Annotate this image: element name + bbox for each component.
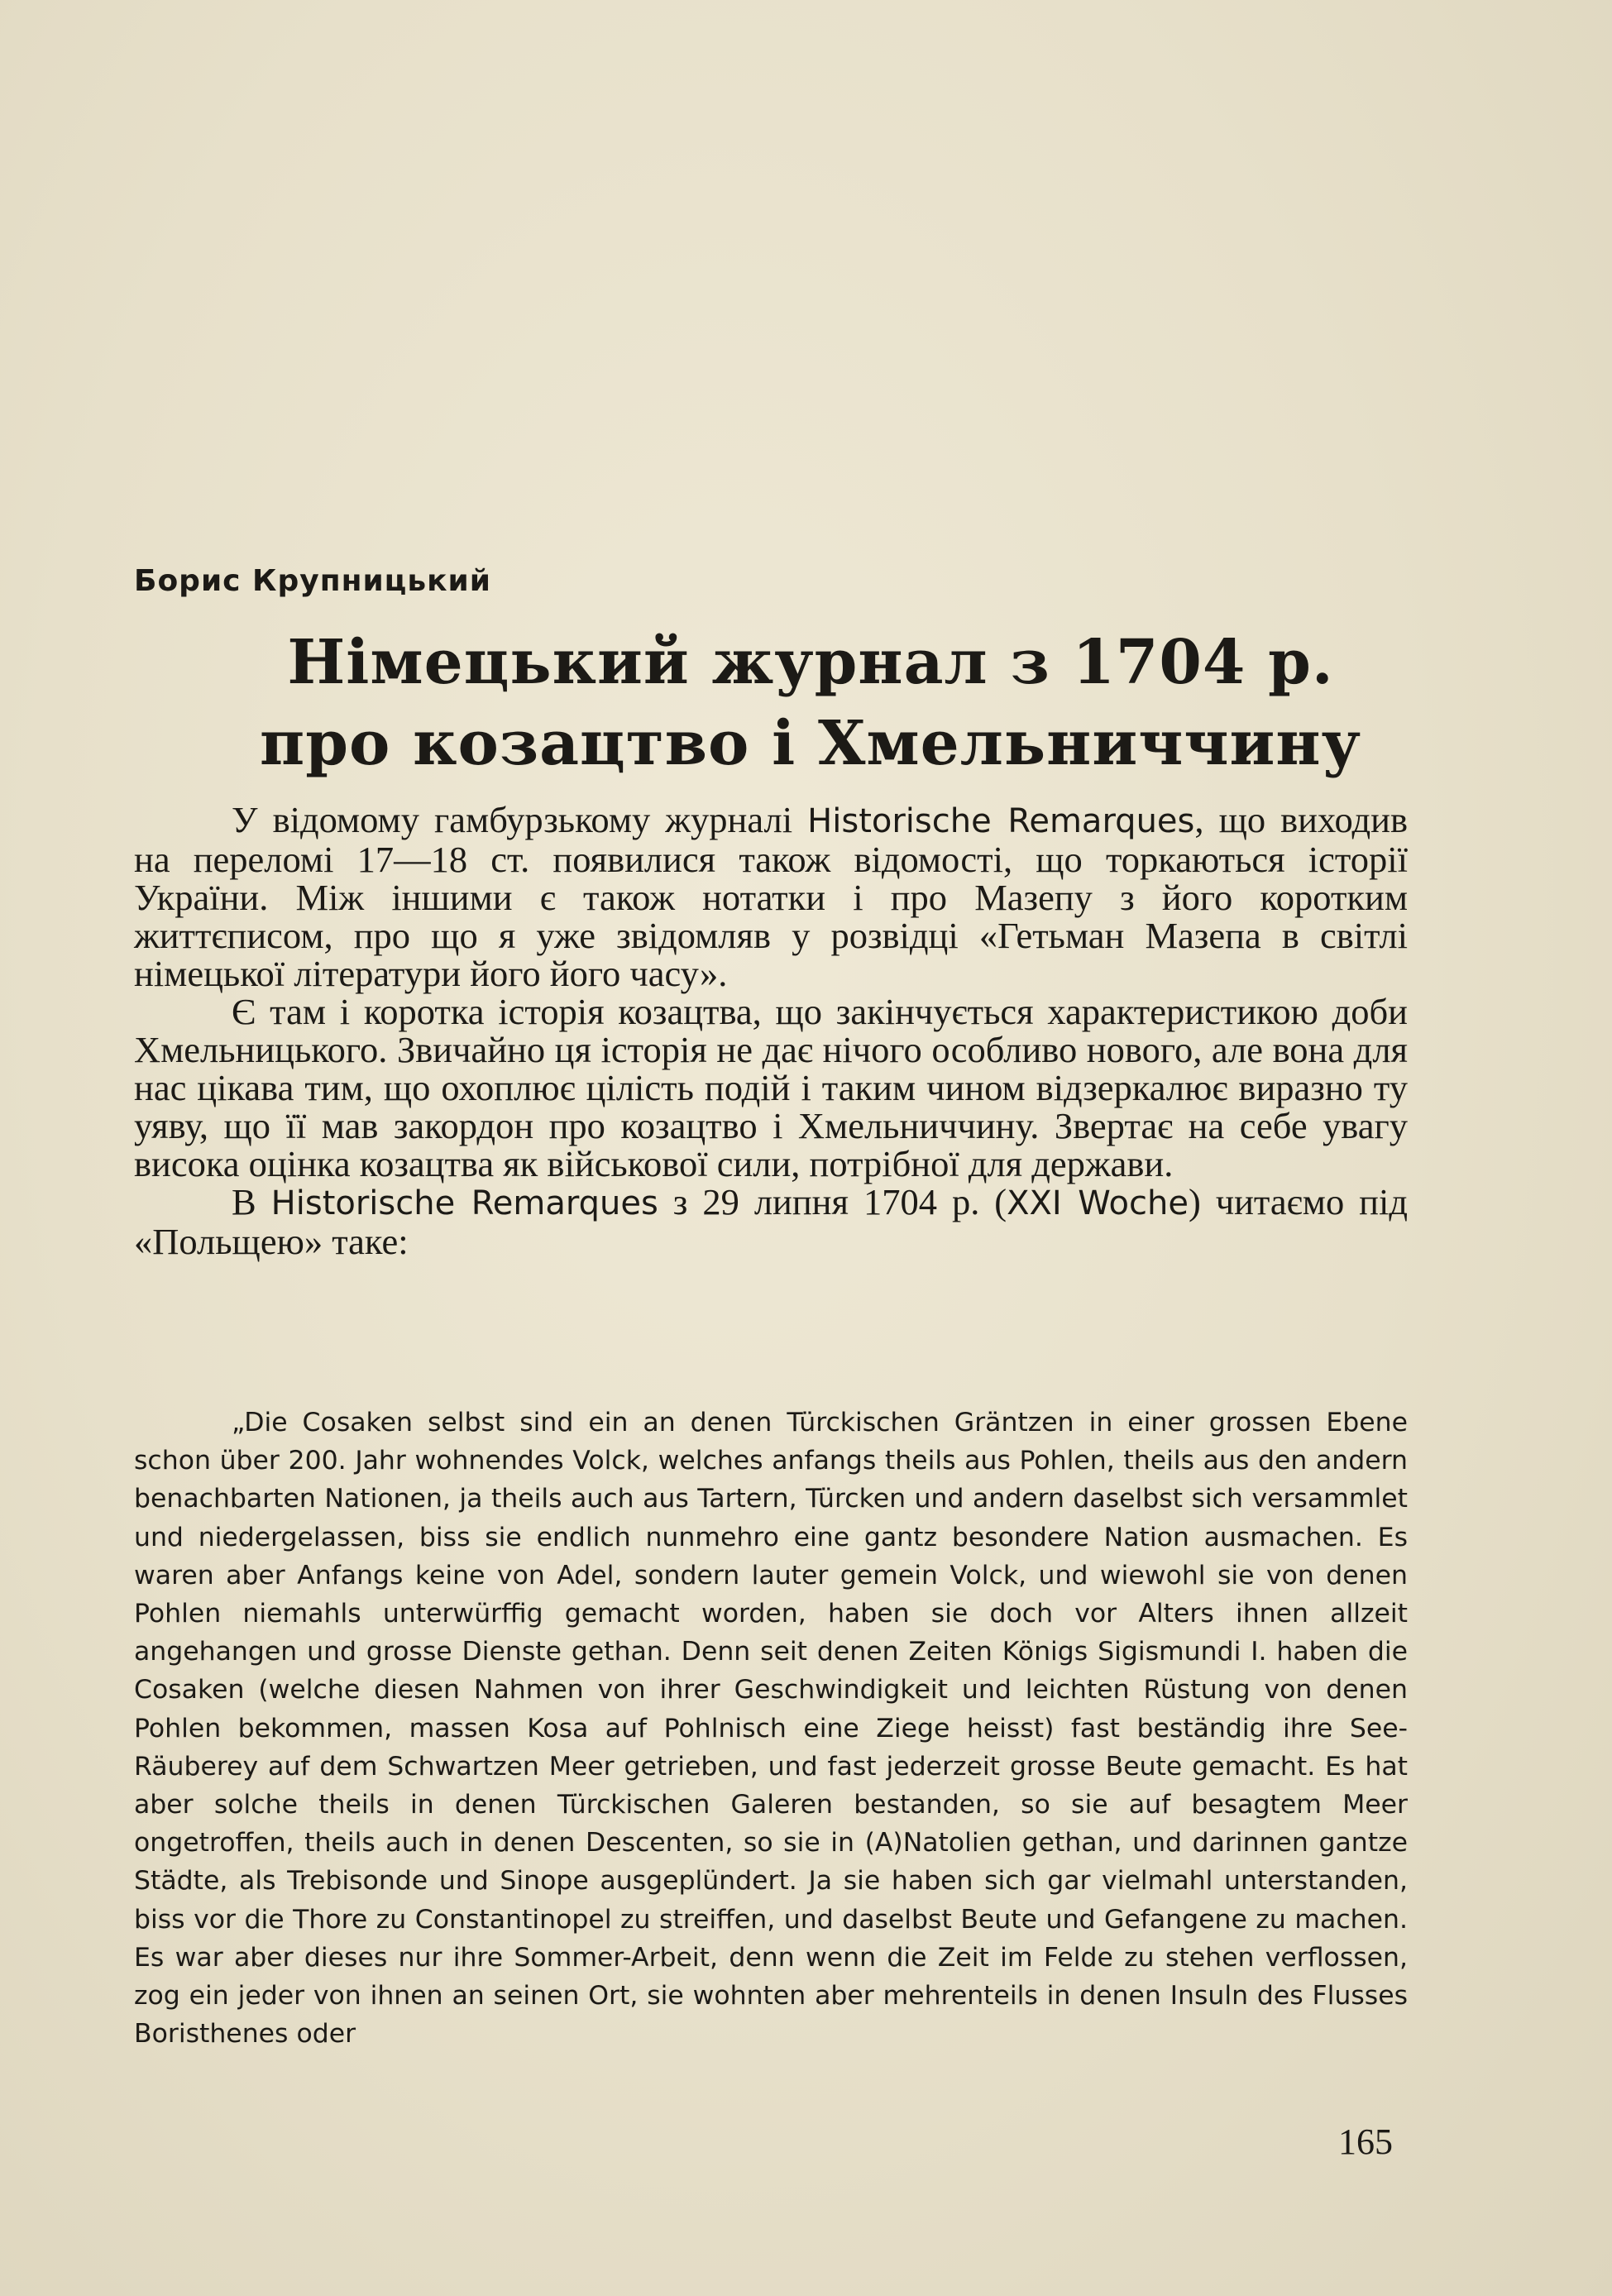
page-number: 165 [1338,2121,1393,2162]
paragraph-1-text-c: , що виходив на переломі 17—18 ст. появилися також відомості, що торкаються історії України. Між іншими є також нотатки і про Мазепу з його коротким життєписом, про що я уже звідомляв у розвідці «Гетьман Мазепа в світлі німецької літератури його його часу». [134,799,1408,994]
paragraph-1 [134,801,1408,993]
paragraph-2: Є там і коротка історія козацтва, що закінчується характеристикою доби Хмельницького. Звичайно ця історія не дає нічого особливо нового, але вона для нас цікава тим, що охоплює цілість подій і таким чином відзеркалює виразно ту уяву, що її мав закордон про козацтво і Хмельниччину. Звертає на себе увагу висока оцінка козацтва як військової сили, потрібної для держави. [134,991,1408,1184]
article-body [134,801,1408,1260]
author-name: Борис Крупницький [134,564,492,598]
german-quotation: „Die Cosaken selbst sind ein an denen Türckischen Gräntzen in einer grossen Ebene schon über 200. Jahr wohnendes Volck, welches anfangs theils aus Pohlen, theils aus den andern benachbarten Nationen, ja theils auch aus Tartern, Türcken und andern daselbst sich versammlet und niedergelassen, biss sie endlich nunmehro eine gantz besondere Nation ausmachen. Es waren aber Anfangs keine von Adel, sondern lauter gemein Volck, und wiewohl sie von denen Pohlen niemahls unterwürffig gemacht worden, haben sie doch vor Alters ihnen allzeit angehangen und grosse Dienste gethan. Denn seit denen Zeiten Königs Sigismundi I. haben die Cosaken (welche diesen Nahmen von ihrer Geschwindigkeit und leichten Rüstung von denen Pohlen bekommen, massen Kosa auf Pohlnisch eine Ziege heisst) fast beständig ihre See-Räuberey auf dem Schwartzen Meer getrieben, und fast jederzeit grosse Beute gemacht. Es hat aber solche theils in denen Türckischen Galeren bestanden, so sie auf besagtem Meer ongetroffen, theils auch in denen Descenten, so sie in (A)Natolien gethan, und darinnen gantze Städte, als Trebisonde und Sinope ausgeplündert. Ja sie haben sich gar vielmahl unterstanden, biss vor die Thore zu Constantinopel zu streiffen, und daselbst Beute und Gefangene zu machen. Es war aber dieses nur ihre Sommer-Arbeit, denn wenn die Zeit im Felde zu stehen verflossen, zog ein jeder von ihnen an seinen Ort, sie wohnten aber mehrenteils in denen Insuln des Flusses Boristhenes oder [134,1408,1408,2050]
article-title [165,622,1456,784]
journal-name: Historische Remarques [807,802,1195,840]
paragraph-3-text-c: з 29 липня 1704 р. ( [658,1181,1007,1222]
title-line-1: Німецький журнал з 1704 р. [287,627,1334,698]
paragraph-3-text-a: В [232,1181,271,1222]
issue-week: XXI Woche [1007,1184,1189,1222]
paragraph-3 [134,1183,1408,1260]
title-line-2: про козацтво і Хмельниччину [260,708,1361,779]
paragraph-1-text-a: У відомому гамбурзькому журналі [232,799,808,840]
paragraph-3-text-e: ) читаємо під «Польщею» таке: [134,1181,1408,1262]
journal-name: Historische Remarques [270,1184,658,1222]
